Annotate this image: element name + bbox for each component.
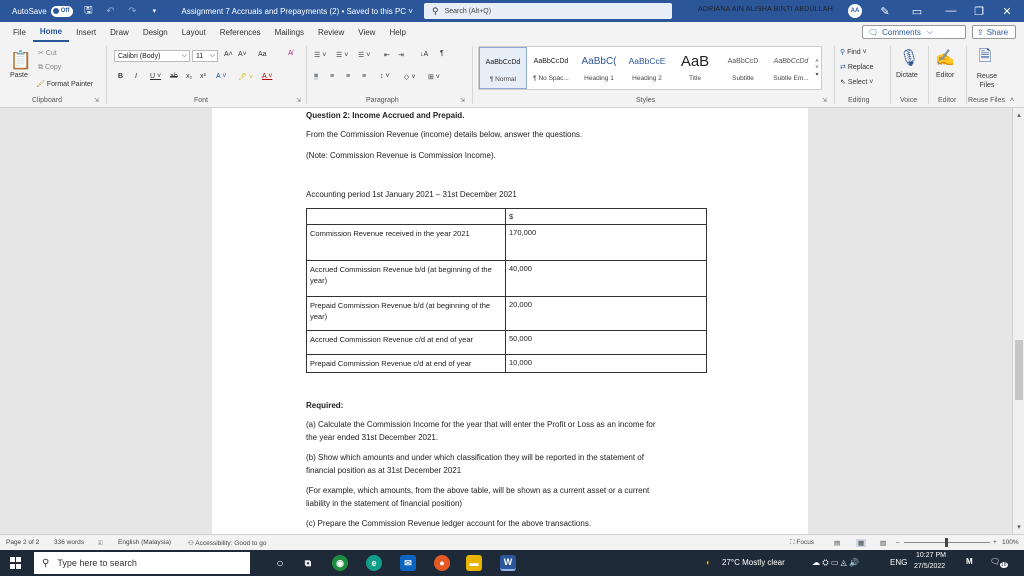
page-count[interactable]: Page 2 of 2	[6, 539, 40, 546]
redo-icon[interactable]: ↷	[128, 5, 137, 17]
divider	[928, 46, 929, 104]
notification-icon[interactable]: 🗨	[990, 557, 1001, 566]
styles-group-label: Styles	[636, 97, 656, 104]
font-name-value: Calibri (Body)	[118, 52, 161, 60]
reuse-files-icon[interactable]: 🗎	[978, 47, 992, 65]
tab-review[interactable]: Review	[318, 27, 345, 37]
ribbon-display-icon[interactable]: ▭	[911, 5, 923, 18]
share-label: Share	[986, 27, 1009, 37]
style-item[interactable]	[527, 47, 575, 89]
tab-file[interactable]: File	[13, 27, 26, 37]
reuse-files-group-label: Reuse Files	[968, 97, 1005, 104]
mail-icon[interactable]: ✉	[400, 555, 416, 571]
style-item[interactable]	[767, 47, 815, 89]
question-a-line2[interactable]: the year ended 31st December 2021.	[306, 433, 439, 442]
editing-group-label: Editing	[848, 97, 870, 104]
search-placeholder: Search (Alt+Q)	[444, 7, 492, 15]
question-heading[interactable]: Question 2: Income Accrued and Prepaid.	[306, 111, 465, 120]
copy-button[interactable]	[38, 64, 61, 72]
editor-icon[interactable]: ✍	[935, 50, 955, 67]
vertical-scrollbar[interactable]	[1012, 108, 1024, 534]
format-painter-button[interactable]	[36, 80, 93, 88]
brush-icon: 🖌	[36, 81, 47, 88]
zoom-slider-thumb[interactable]	[945, 538, 948, 547]
style-item[interactable]	[479, 47, 527, 89]
word-taskbar-icon[interactable]: W	[500, 555, 516, 571]
user-name[interactable]: ADRIANA AIN ALISHA BINTI ABDULLAH	[698, 6, 833, 13]
find-button[interactable]: ⚲ Find ˅	[840, 49, 867, 56]
subscript-button[interactable]: x₂	[186, 73, 193, 80]
task-view-icon[interactable]: ⧉	[304, 557, 312, 568]
style-name: ¶ Normal	[489, 76, 517, 83]
notification-count-badge: 18	[1001, 562, 1007, 568]
paste-label[interactable]: Paste	[10, 72, 28, 79]
row-description[interactable]: Commission Revenue received in the year 2021	[307, 225, 506, 261]
grow-font-icon[interactable]: A˄	[224, 51, 233, 58]
highlight-icon[interactable]: 🖊 ˅	[238, 74, 253, 81]
font-group-label: Font	[194, 97, 209, 104]
tab-insert[interactable]: Insert	[76, 27, 97, 37]
intro-text[interactable]: From the Commission Revenue (income) details below, answer the questions.	[306, 130, 583, 139]
bullets-icon[interactable]: ☰ ˅	[314, 52, 327, 59]
style-sample: AaBbC(	[581, 55, 617, 67]
chevron-down-icon: ⌵	[926, 27, 933, 36]
autosave-state: Off	[60, 8, 70, 14]
comment-icon: 🗨	[868, 27, 879, 37]
cursor-icon: ⇖	[840, 79, 848, 86]
replace-label: Replace	[847, 64, 874, 71]
replace-icon: ⇄	[840, 64, 848, 71]
multilevel-list-icon[interactable]: ☰ ˅	[358, 52, 371, 59]
paste-icon[interactable]: 📋	[9, 49, 33, 70]
restore-button[interactable]: ❐	[974, 5, 984, 18]
text-effects-icon[interactable]: A ˅	[216, 73, 227, 80]
row-description[interactable]: Accrued Commission Revenue b/d (at beginning of the year)	[307, 261, 506, 297]
table-cell[interactable]	[307, 209, 506, 225]
italic-button[interactable]: I	[135, 73, 137, 80]
scroll-thumb[interactable]	[1015, 340, 1023, 400]
zoom-level[interactable]: 100%	[1002, 539, 1019, 546]
autosave-label: AutoSave	[12, 6, 47, 16]
voice-group-label: Voice	[900, 97, 918, 104]
row-value[interactable]: 40,000	[506, 261, 707, 297]
app-tray-icon[interactable]: M	[966, 557, 973, 566]
table-header-row	[307, 209, 707, 225]
clipboard-group-label: Clipboard	[32, 97, 62, 104]
underline-button[interactable]: U ˅	[150, 73, 162, 80]
question-b-line2[interactable]: financial position as at 31st December 2021	[306, 466, 462, 475]
autosave-toggle[interactable]	[51, 6, 74, 17]
font-size-box[interactable]	[192, 50, 218, 62]
increase-indent-icon[interactable]: ⇥	[398, 52, 404, 59]
style-item[interactable]	[623, 47, 671, 89]
table-row	[307, 331, 707, 355]
example-line2[interactable]: liability in the statement of financial position)	[306, 499, 463, 508]
cut-button[interactable]	[38, 49, 57, 57]
web-layout-icon[interactable]: ▧	[880, 540, 887, 547]
style-name: ¶ No Spac...	[533, 75, 569, 82]
strikethrough-button[interactable]: ab	[170, 73, 178, 80]
tab-help[interactable]: Help	[389, 27, 406, 37]
comments-button[interactable]	[862, 25, 966, 39]
search-icon: ⚲	[840, 49, 848, 56]
currency-header[interactable]: $	[506, 209, 707, 225]
status-bar	[0, 534, 1024, 550]
change-case-button[interactable]: Aa	[258, 51, 267, 58]
divider	[472, 46, 473, 104]
search-box[interactable]	[424, 3, 672, 19]
borders-icon[interactable]: ⊞ ˅	[428, 74, 440, 81]
edge-icon[interactable]: e	[366, 555, 382, 571]
table-row	[307, 261, 707, 297]
select-button[interactable]: ⇖ Select ˅	[840, 79, 874, 86]
editor-label[interactable]: Editor	[936, 72, 955, 79]
pilcrow-icon[interactable]: ¶	[440, 50, 444, 57]
style-name: Subtle Em...	[773, 75, 809, 82]
sort-icon[interactable]: ↓A	[420, 51, 429, 58]
system-tray-icons[interactable]: ☁ ⛭ ▭ ◬ 🔊	[812, 558, 859, 567]
table-row	[307, 355, 707, 373]
style-item[interactable]	[719, 47, 767, 89]
example-line1[interactable]: (For example, which amounts, from the above table, will be shown as a current asset or a current	[306, 486, 650, 495]
tab-references[interactable]: References	[219, 27, 261, 37]
word-count[interactable]: 336 words	[54, 539, 84, 546]
tab-mailings[interactable]: Mailings	[274, 27, 305, 37]
dialog-launcher-icon[interactable]: ⇲	[296, 98, 302, 104]
styles-scroll[interactable]	[812, 48, 822, 88]
focus-icon: ⛶	[790, 539, 797, 546]
table-row	[307, 297, 707, 331]
language-status[interactable]: English (Malaysia)	[118, 539, 172, 546]
minimize-button[interactable]: —	[945, 5, 957, 17]
customize-qat-icon[interactable]: ▾	[152, 8, 157, 15]
line-spacing-icon[interactable]: ↕ ˅	[380, 73, 390, 80]
windows-start-icon[interactable]	[10, 557, 22, 569]
read-mode-icon[interactable]: ▤	[834, 540, 841, 547]
divider	[106, 46, 107, 104]
share-icon: ⇪	[977, 27, 984, 37]
divider	[306, 46, 307, 104]
row-description[interactable]: Prepaid Commission Revenue c/d at end of year	[307, 355, 506, 373]
zoom-in-icon[interactable]: +	[993, 539, 997, 546]
chevron-down-icon: ⌵	[209, 52, 215, 59]
editor-group-label: Editor	[938, 97, 957, 104]
more-icon: ▾	[815, 71, 819, 78]
paragraph-group-label: Paragraph	[366, 97, 399, 104]
avatar[interactable]: AA	[848, 4, 862, 18]
divider	[834, 46, 835, 104]
shrink-font-icon[interactable]: A˅	[238, 51, 247, 58]
weather-text[interactable]: 27°C Mostly clear	[722, 558, 785, 567]
scissors-icon: ✂	[38, 50, 46, 57]
question-a-line1[interactable]: (a) Calculate the Commission Income for the year that will enter the Profit or Loss as an income for	[306, 420, 656, 429]
clock-date[interactable]: 27/5/2022	[914, 563, 946, 570]
print-layout-icon[interactable]: ▦	[858, 540, 865, 547]
period-text[interactable]: Accounting period 1st January 2021 – 31st December 2021	[306, 190, 517, 199]
row-value[interactable]: 170,000	[506, 225, 707, 261]
note-text[interactable]: (Note: Commission Revenue is Commission Income).	[306, 151, 496, 160]
accessibility-text: Accessibility: Good to go	[195, 540, 267, 547]
collapse-ribbon-icon[interactable]: ˄	[1010, 97, 1015, 104]
chevron-up-icon: ˄	[815, 58, 819, 65]
tab-layout[interactable]: Layout	[181, 27, 206, 37]
font-name-box[interactable]	[114, 50, 190, 62]
accessibility-status[interactable]	[188, 539, 266, 547]
style-sample: AaBbCcE	[628, 56, 666, 66]
numbering-icon[interactable]: ☰ ˅	[336, 52, 349, 59]
share-button[interactable]	[972, 25, 1016, 39]
taskbar	[0, 550, 1024, 576]
clock-time[interactable]: 10:27 PM	[916, 552, 946, 559]
row-value[interactable]: 50,000	[506, 331, 707, 355]
row-value[interactable]: 10,000	[506, 355, 707, 373]
tab-view[interactable]: View	[358, 27, 376, 37]
tab-home[interactable]: Home	[33, 22, 69, 42]
table-row	[307, 225, 707, 261]
pen-icon[interactable]: ✎	[880, 5, 890, 18]
clear-formatting-icon[interactable]: A̸	[288, 50, 293, 57]
input-language[interactable]: ENG	[890, 558, 908, 567]
chevron-down-icon: ⌵	[181, 52, 187, 59]
chevron-down-icon: ˅	[815, 64, 819, 71]
taskbar-search[interactable]	[34, 552, 250, 574]
close-button[interactable]: ✕	[1002, 5, 1012, 18]
tab-draw[interactable]: Draw	[110, 27, 129, 37]
select-label: Select	[847, 79, 868, 86]
decrease-indent-icon[interactable]: ⇤	[384, 52, 390, 59]
superscript-button[interactable]: x²	[200, 73, 206, 80]
copy-icon: ⧉	[38, 64, 45, 71]
dialog-launcher-icon[interactable]: ⇲	[94, 98, 100, 104]
font-color-icon[interactable]: A ˅	[262, 73, 273, 80]
taskbar-search-placeholder: Type here to search	[57, 558, 137, 568]
style-item[interactable]	[671, 47, 719, 89]
row-description[interactable]: Accrued Commission Revenue c/d at end of year	[307, 331, 506, 355]
style-item[interactable]	[575, 47, 623, 89]
style-name: Heading 2	[632, 75, 662, 82]
dictate-label[interactable]: Dictate	[896, 72, 918, 79]
cut-label: Cut	[45, 50, 57, 57]
row-description[interactable]: Prepaid Commission Revenue b/d (at beginning of the year)	[307, 297, 506, 331]
style-sample: AaBbCcDd	[485, 58, 521, 66]
app-icon[interactable]: ●	[434, 555, 450, 571]
replace-button[interactable]	[840, 63, 874, 71]
cortana-icon[interactable]: ○	[276, 556, 284, 570]
font-size-value: 11	[196, 52, 204, 60]
shading-icon[interactable]: ◇ ˅	[404, 74, 416, 81]
align-left-icon[interactable]: ≡	[314, 73, 319, 80]
divider	[890, 46, 891, 104]
row-value[interactable]: 20,000	[506, 297, 707, 331]
zoom-out-icon[interactable]: –	[896, 539, 900, 546]
microphone-icon[interactable]: 🎙	[898, 50, 920, 67]
dialog-launcher-icon[interactable]: ⇲	[460, 98, 466, 104]
justify-icon[interactable]: ≡	[362, 73, 367, 80]
bold-button[interactable]: B	[118, 73, 124, 80]
style-name: Heading 1	[584, 75, 614, 82]
question-b-line1[interactable]: (b) Show which amounts and under which classification they will be reported in the statement of	[306, 453, 644, 462]
comments-label: Comments	[882, 27, 921, 37]
chrome-icon[interactable]: ◉	[332, 555, 348, 571]
copy-label: Copy	[44, 64, 62, 71]
style-name: Title	[688, 75, 702, 82]
style-sample: AaB	[680, 52, 710, 70]
commission-table[interactable]	[306, 208, 707, 373]
scroll-down-icon[interactable]: ▾	[1017, 524, 1021, 531]
divider	[966, 46, 967, 104]
align-right-icon[interactable]: ≡	[346, 73, 351, 80]
search-icon: ⚲	[42, 557, 50, 569]
question-c[interactable]: (c) Prepare the Commission Revenue ledger account for the above transactions.	[306, 519, 592, 528]
format-painter-label: Format Painter	[46, 81, 94, 88]
file-explorer-icon[interactable]: ▬	[466, 555, 482, 571]
tab-design[interactable]: Design	[142, 27, 168, 37]
search-icon: ⚲	[432, 5, 439, 16]
proofing-icon[interactable]: 🗉	[98, 540, 103, 547]
undo-icon[interactable]: ↶	[106, 5, 115, 17]
accessibility-icon: ⚇	[188, 540, 196, 547]
style-sample: AaBbCcDd	[773, 57, 809, 65]
focus-button[interactable]	[790, 539, 814, 547]
align-center-icon[interactable]: ≡	[330, 73, 335, 80]
required-label[interactable]: Required:	[306, 401, 344, 410]
style-sample: AaBbCcDd	[533, 57, 569, 65]
save-icon[interactable]: 🖫	[84, 4, 93, 16]
document-title[interactable]: Assignment 7 Accruals and Prepayments (2) • Saved to this PC ˅	[181, 6, 413, 16]
focus-label: Focus	[796, 539, 815, 546]
find-label: Find	[847, 49, 861, 56]
styles-gallery	[478, 46, 822, 90]
scroll-up-icon[interactable]: ▴	[1017, 112, 1021, 119]
reuse-files-label[interactable]: Reuse Files	[976, 73, 998, 89]
ribbon	[0, 42, 1024, 108]
weather-icon[interactable]: ◐	[706, 558, 711, 567]
style-name: Subtitle	[732, 75, 754, 82]
style-sample: AaBbCcD	[727, 57, 759, 65]
dialog-launcher-icon[interactable]: ⇲	[822, 98, 828, 104]
